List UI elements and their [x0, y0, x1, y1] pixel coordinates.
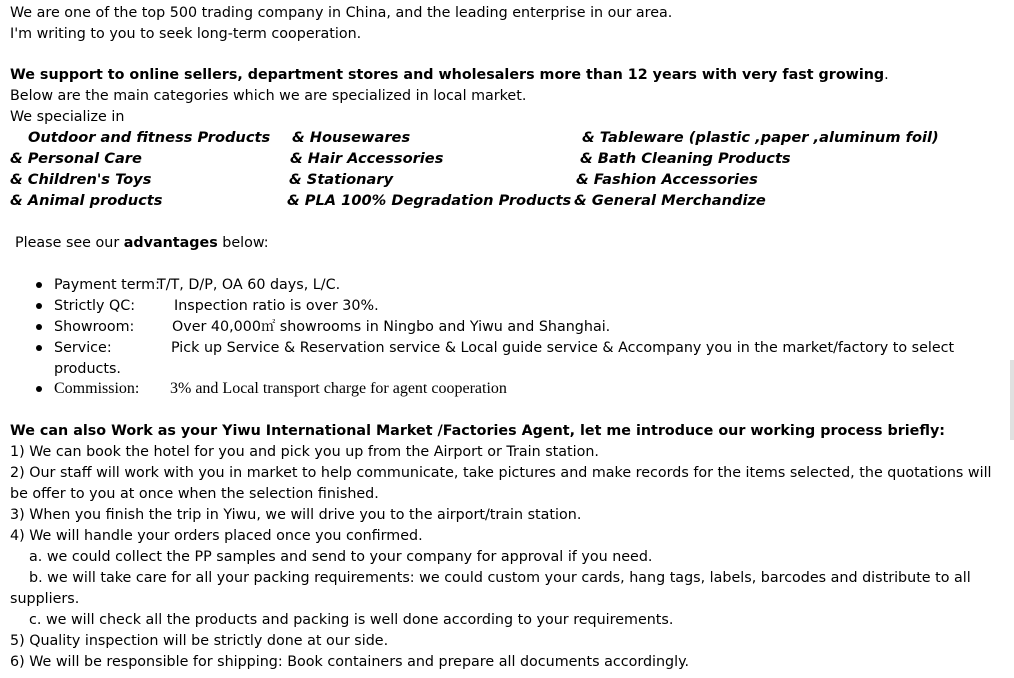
category-personal-care: & Personal Care [10, 150, 142, 167]
process-step-2a: 2) Our staff will work with you in market to help communicate, take pictures and make records for the items selected, the quotations will [10, 465, 992, 481]
advantages-post: below: [217, 235, 269, 251]
bullet-value-service-cont: products. [54, 361, 121, 377]
category-bath-cleaning: & Bath Cleaning Products [580, 150, 791, 167]
process-step-1: 1) We can book the hotel for you and pick you up from the Airport or Train station. [10, 444, 599, 460]
bullet-value-qc: Inspection ratio is over 30%. [174, 298, 379, 314]
bullet-label-showroom: Showroom: [54, 319, 135, 335]
process-heading: We can also Work as your Yiwu International Market /Factories Agent, let me introduce our working process briefly: [10, 423, 946, 439]
bullet-dot-service [36, 345, 42, 351]
category-fashion-accessories: & Fashion Accessories [576, 171, 758, 188]
bullet-value-payment: T/T, D/P, OA 60 days, L/C. [157, 277, 341, 293]
process-step-5: 5) Quality inspection will be strictly done at our side. [10, 633, 389, 649]
process-step-4a: a. we could collect the PP samples and send to your company for approval if you need. [29, 549, 653, 565]
category-outdoor-fitness: Outdoor and fitness Products [28, 129, 271, 146]
process-step-4c: c. we will check all the products and packing is well done according to your requirements. [29, 612, 674, 628]
bullet-value-service: Pick up Service & Reservation service & Local guide service & Accompany you in the market/factory to select [171, 340, 955, 356]
process-step-6: 6) We will be responsible for shipping: Book containers and prepare all documents accordingly. [10, 654, 690, 670]
bullet-dot-payment [36, 282, 42, 288]
category-stationary: & Stationary [289, 171, 394, 188]
process-step-4: 4) We will handle your orders placed once you confirmed. [10, 528, 423, 544]
process-step-3: 3) When you finish the trip in Yiwu, we will drive you to the airport/train station. [10, 507, 582, 523]
category-tableware: & Tableware (plastic ,paper ,aluminum foil) [582, 129, 939, 146]
support-heading-bold: We support to online sellers, department stores and wholesalers more than 12 years with very fast growing [10, 67, 885, 83]
intro-line-1: We are one of the top 500 trading company in China, and the leading enterprise in our area. [10, 5, 673, 21]
bullet-dot-showroom [36, 324, 42, 330]
bullet-value-showroom: Over 40,000㎡ showrooms in Ningbo and Yiwu and Shanghai. [172, 319, 611, 335]
bullet-value-commission: 3% and Local transport charge for agent cooperation [170, 380, 507, 397]
support-heading [10, 65, 889, 85]
advantages-bold: advantages [123, 235, 218, 251]
support-line-3: We specialize in [10, 109, 125, 125]
intro-line-2: I'm writing to you to seek long-term cooperation. [10, 26, 362, 42]
bullet-dot-qc [36, 303, 42, 309]
advantages-line [15, 233, 269, 253]
process-step-2b: be offer to you at once when the selection finished. [10, 486, 379, 502]
process-step-4b-line1: b. we will take care for all your packing requirements: we could custom your cards, hang tags, labels, barcodes and distribute to all [29, 570, 971, 586]
bullet-label-payment: Payment term: [54, 277, 160, 293]
category-housewares: & Housewares [292, 129, 411, 146]
process-step-4b-line2: suppliers. [10, 591, 80, 607]
support-line-2: Below are the main categories which we are specialized in local market. [10, 88, 527, 104]
category-childrens-toys: & Children's Toys [10, 171, 152, 188]
bullet-label-commission: Commission: [54, 380, 140, 397]
advantages-pre: Please see our [15, 235, 124, 251]
category-hair-accessories: & Hair Accessories [290, 150, 444, 167]
bullet-label-qc: Strictly QC: [54, 298, 136, 314]
bullet-dot-commission [36, 386, 42, 392]
bullet-label-service: Service: [54, 340, 112, 356]
category-animal-products: & Animal products [10, 192, 163, 209]
category-pla-degradation: & PLA 100% Degradation Products [287, 192, 572, 209]
edge-scroll-mark [1010, 360, 1014, 440]
support-heading-dot: . [884, 67, 889, 83]
category-general-merchandize: & General Merchandize [574, 192, 766, 209]
